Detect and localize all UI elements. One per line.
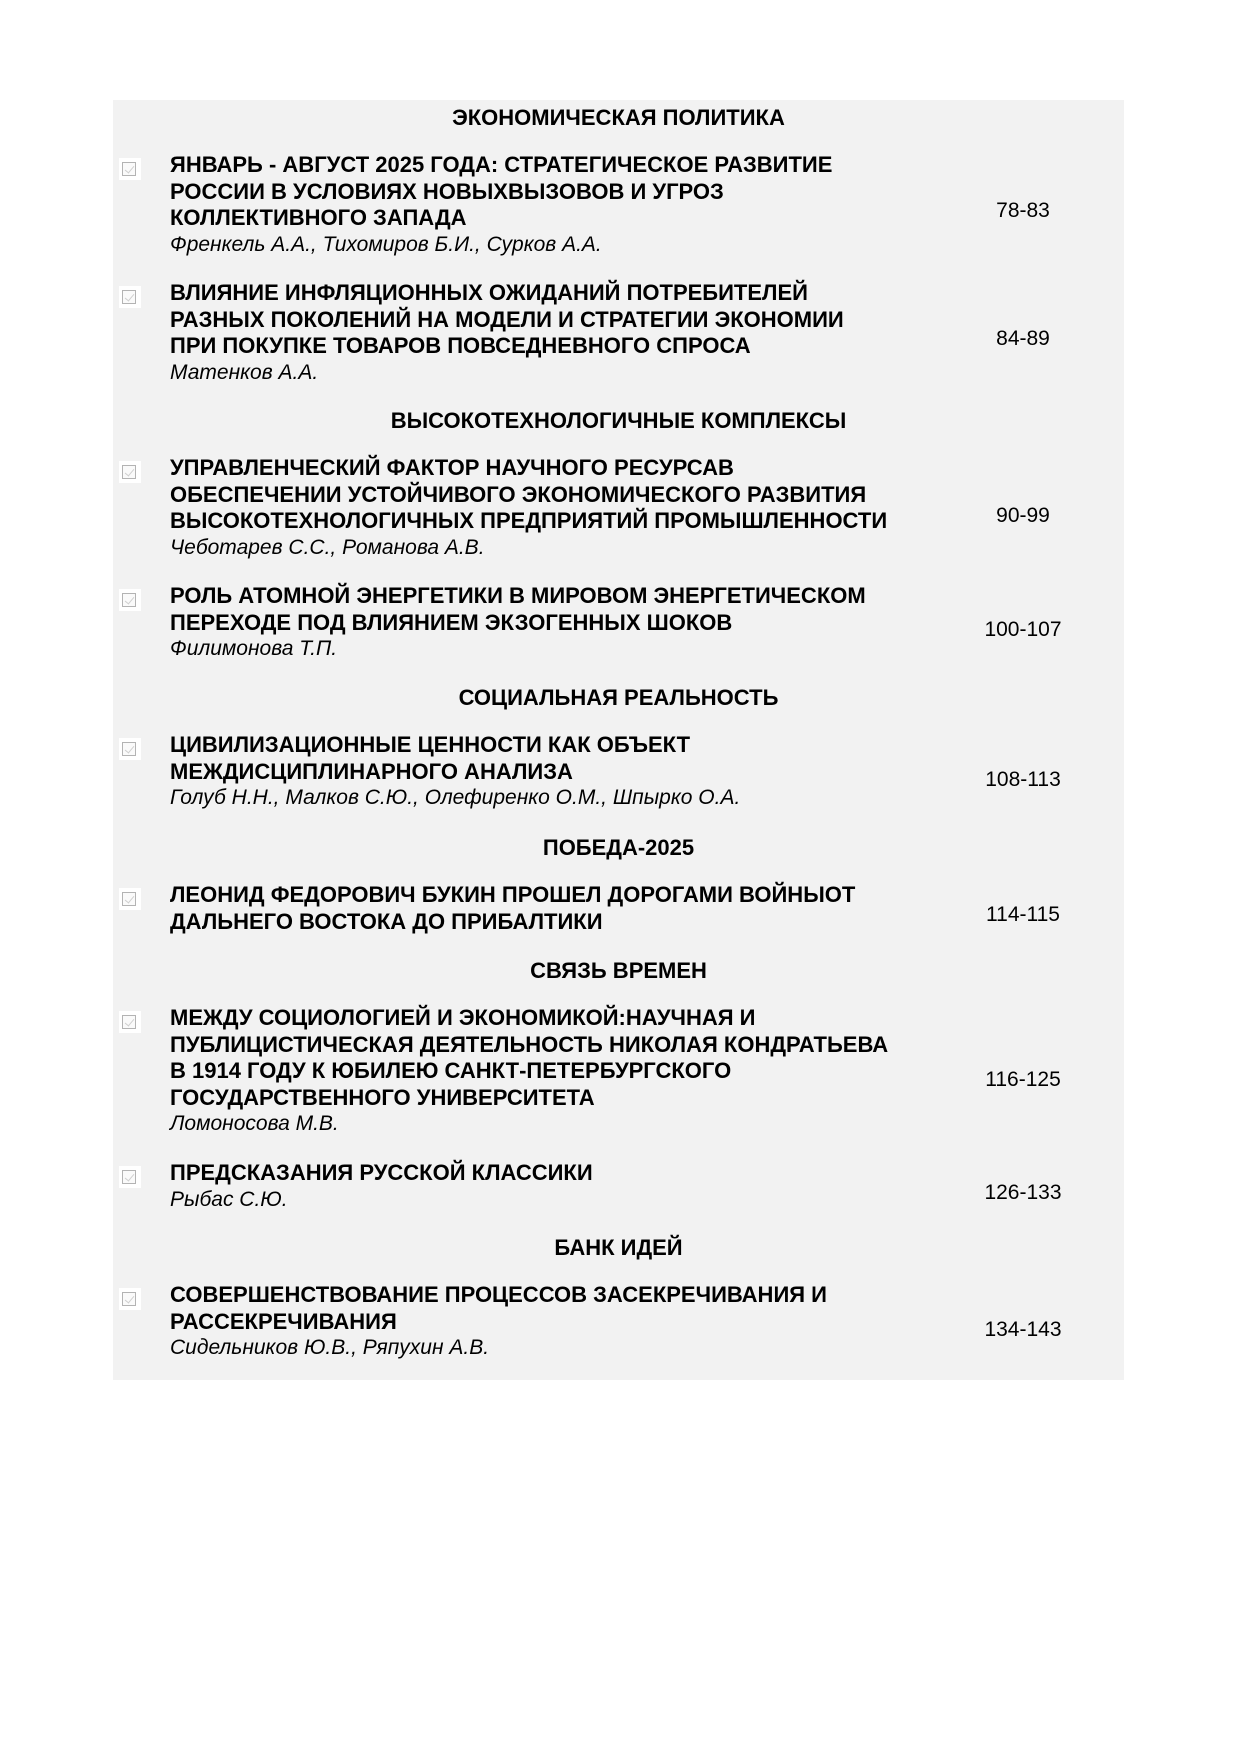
article-entry (170, 152, 960, 258)
article-authors: Ломоносова М.В. (170, 1112, 339, 1135)
article-title-line[interactable]: В 1914 ГОДУ К ЮБИЛЕЮ САНКТ-ПЕТЕРБУРГСКОГО (170, 1058, 732, 1083)
section-heading: СВЯЗЬ ВРЕМЕН (530, 958, 707, 983)
article-pages: 90-99 (996, 504, 1050, 527)
article-title-line[interactable]: ПРИ ПОКУПКЕ ТОВАРОВ ПОВСЕДНЕВНОГО СПРОСА (170, 333, 751, 358)
article-title-line[interactable]: ГОСУДАРСТВЕННОГО УНИВЕРСИТЕТА (170, 1084, 595, 1110)
article-title-line[interactable]: МЕЖДИСЦИПЛИНАРНОГО АНАЛИЗА (170, 758, 573, 784)
article-entry (170, 280, 960, 386)
article-entry (170, 882, 960, 935)
article-title-line[interactable]: ВЫСОКОТЕХНОЛОГИЧНЫХ ПРЕДПРИЯТИЙ ПРОМЫШЛЕННОСТИ (170, 508, 888, 533)
article-pages: 114-115 (986, 903, 1060, 926)
article-authors: Филимонова Т.П. (170, 637, 338, 660)
article-entry (170, 455, 960, 561)
article-title-line[interactable]: ЛЕОНИД ФЕДОРОВИЧ БУКИН ПРОШЕЛ ДОРОГАМИ ВОЙНЫОТ (170, 882, 856, 907)
article-authors: Чеботарев С.С., Романова А.В. (170, 535, 485, 559)
article-title-line[interactable]: СОВЕРШЕНСТВОВАНИЕ ПРОЦЕССОВ ЗАСЕКРЕЧИВАНИЯ И (170, 1282, 827, 1307)
article-pages: 108-113 (985, 768, 1061, 791)
article-title-line[interactable]: ЦИВИЛИЗАЦИОННЫЕ ЦЕННОСТИ КАК ОБЪЕКТ (170, 732, 691, 757)
article-authors: Френкель А.А., Тихомиров Б.И., Сурков А.А. (170, 232, 602, 256)
article-pages: 84-89 (996, 327, 1050, 350)
article-title-line[interactable]: ДАЛЬНЕГО ВОСТОКА ДО ПРИБАЛТИКИ (170, 908, 603, 934)
checkbox-icon[interactable] (119, 1011, 141, 1033)
article-title-line[interactable]: ПЕРЕХОДЕ ПОД ВЛИЯНИЕМ ЭКЗОГЕННЫХ ШОКОВ (170, 609, 733, 635)
section-heading: СОЦИАЛЬНАЯ РЕАЛЬНОСТЬ (458, 685, 779, 710)
article-entry (170, 583, 960, 663)
article-pages: 116-125 (985, 1068, 1061, 1091)
article-title-line[interactable]: ЯНВАРЬ - АВГУСТ 2025 ГОДА: СТРАТЕГИЧЕСКОЕ РАЗВИТИЕ (170, 152, 833, 177)
article-authors: Матенков А.А. (170, 360, 319, 384)
article-entry (170, 1160, 960, 1213)
article-title-line[interactable]: РОССИИ В УСЛОВИЯХ НОВЫХВЫЗОВОВ И УГРОЗ (170, 178, 724, 204)
article-title-line[interactable]: РАЗНЫХ ПОКОЛЕНИЙ НА МОДЕЛИ И СТРАТЕГИИ ЭКОНОМИИ (170, 306, 844, 332)
article-title-line[interactable]: КОЛЛЕКТИВНОГО ЗАПАДА (170, 205, 467, 230)
section-heading: ЭКОНОМИЧЕСКАЯ ПОЛИТИКА (452, 105, 785, 130)
article-title-line[interactable]: РОЛЬ АТОМНОЙ ЭНЕРГЕТИКИ В МИРОВОМ ЭНЕРГЕТИЧЕСКОМ (170, 583, 866, 608)
article-entry (170, 1005, 960, 1138)
checkbox-icon[interactable] (119, 1166, 141, 1188)
article-title-line[interactable]: ПРЕДСКАЗАНИЯ РУССКОЙ КЛАССИКИ (170, 1160, 593, 1185)
article-title-line[interactable]: ВЛИЯНИЕ ИНФЛЯЦИОННЫХ ОЖИДАНИЙ ПОТРЕБИТЕЛЕЙ (170, 280, 808, 305)
article-pages: 134-143 (984, 1318, 1062, 1341)
section-heading: БАНК ИДЕЙ (554, 1235, 683, 1260)
article-title-line[interactable]: УПРАВЛЕНЧЕСКИЙ ФАКТОР НАУЧНОГО РЕСУРСАВ (170, 455, 734, 480)
section-heading: ПОБЕДА-2025 (542, 835, 695, 860)
table-of-contents (113, 100, 1124, 1380)
checkbox-icon[interactable] (119, 1288, 141, 1310)
article-title-line[interactable]: ПУБЛИЦИСТИЧЕСКАЯ ДЕЯТЕЛЬНОСТЬ НИКОЛАЯ КОНДРАТЬЕВА (170, 1031, 889, 1057)
checkbox-icon[interactable] (119, 461, 141, 483)
article-authors: Сидельников Ю.В., Ряпухин А.В. (170, 1336, 490, 1359)
article-title-line[interactable]: ОБЕСПЕЧЕНИИ УСТОЙЧИВОГО ЭКОНОМИЧЕСКОГО РАЗВИТИЯ (170, 481, 867, 507)
article-entry (170, 732, 960, 812)
article-pages: 78-83 (996, 199, 1050, 222)
checkbox-icon[interactable] (119, 286, 141, 308)
article-entry (170, 1282, 960, 1362)
article-title-line[interactable]: МЕЖДУ СОЦИОЛОГИЕЙ И ЭКОНОМИКОЙ:НАУЧНАЯ И (170, 1005, 756, 1030)
checkbox-icon[interactable] (119, 158, 141, 180)
checkbox-icon[interactable] (119, 589, 141, 611)
article-pages: 126-133 (984, 1181, 1062, 1204)
article-pages: 100-107 (984, 618, 1062, 641)
checkbox-icon[interactable] (119, 738, 141, 760)
article-authors: Рыбас С.Ю. (170, 1187, 288, 1211)
section-heading: ВЫСОКОТЕХНОЛОГИЧНЫЕ КОМПЛЕКСЫ (390, 408, 847, 433)
article-authors: Голуб Н.Н., Малков С.Ю., Олефиренко О.М., Шпырко О.А. (170, 786, 741, 809)
checkbox-icon[interactable] (119, 888, 141, 910)
article-title-line[interactable]: РАССЕКРЕЧИВАНИЯ (170, 1308, 397, 1334)
